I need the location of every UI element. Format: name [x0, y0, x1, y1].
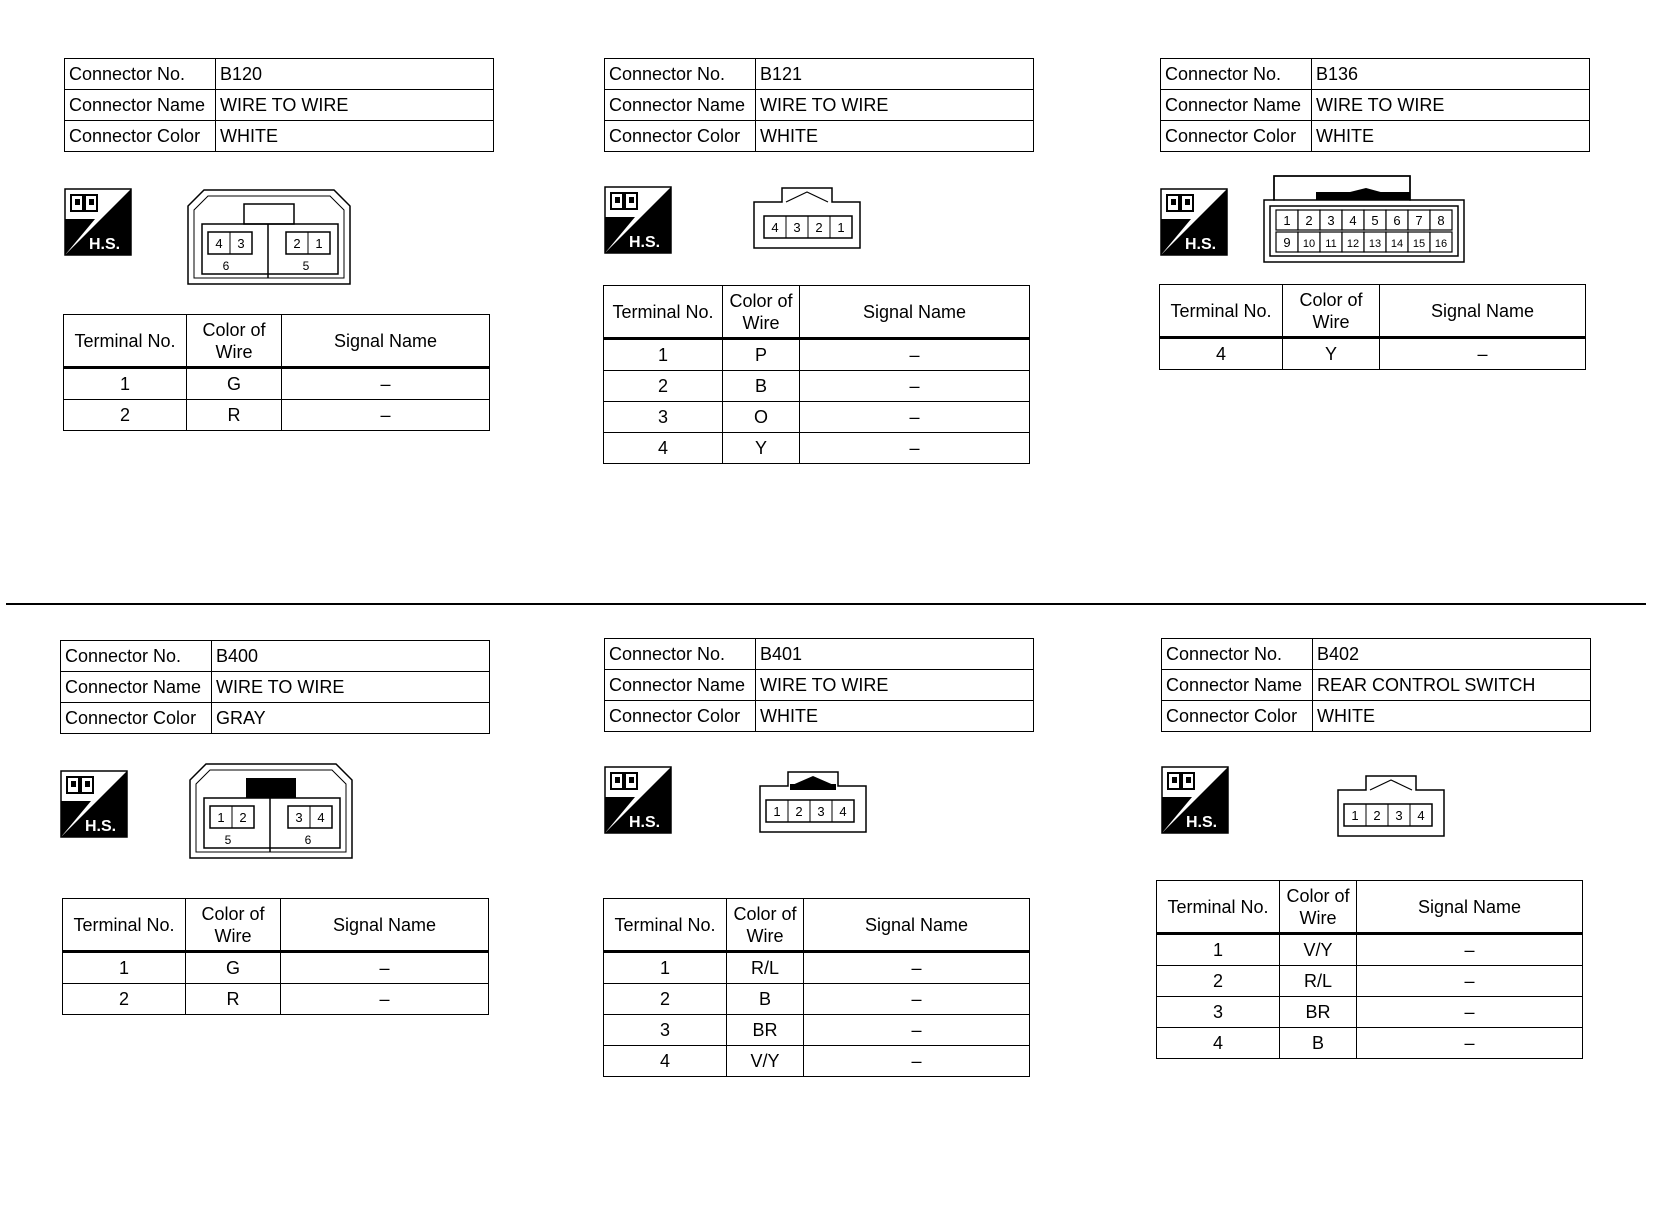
signal-cell: – [804, 1046, 1030, 1077]
connector-name-label: Connector Name [605, 670, 756, 701]
terminal-no-header: Terminal No. [1160, 285, 1283, 338]
wire-cell: B [723, 371, 800, 402]
terminal-no-header: Terminal No. [604, 286, 723, 339]
cavity-label: 3 [237, 236, 245, 251]
signal-name-header: Signal Name [800, 286, 1030, 339]
cavity-label: 14 [1390, 238, 1404, 250]
cavity-label: 5 [1371, 213, 1379, 228]
connector-no-value: B120 [216, 59, 494, 90]
group-label: 6 [222, 259, 230, 273]
connector-color-value: WHITE [756, 701, 1034, 732]
terminal-cell: 1 [63, 952, 186, 984]
terminal-no-header: Terminal No. [1157, 881, 1280, 934]
table-row [604, 339, 1030, 371]
connector-color-value: WHITE [756, 121, 1034, 152]
cavity-label: 2 [1305, 213, 1313, 228]
connector-no-value: B401 [756, 639, 1034, 670]
terminal-cell: 4 [1157, 1028, 1280, 1059]
terminal-cell: 1 [64, 368, 187, 400]
wire-cell: O [723, 402, 800, 433]
table-row [604, 402, 1030, 433]
terminal-cell: 1 [1157, 934, 1280, 966]
connector-color-label: Connector Color [1162, 701, 1313, 732]
wire-cell: V/Y [727, 1046, 804, 1077]
cavity-label: 10 [1302, 238, 1316, 250]
signal-cell: – [1357, 966, 1583, 997]
table-row [64, 368, 490, 400]
connector-b401-info [604, 638, 1034, 732]
table-row [64, 400, 490, 431]
connector-color-label: Connector Color [1161, 121, 1312, 152]
connector-color-value: WHITE [1312, 121, 1590, 152]
connector-name-value: WIRE TO WIRE [756, 670, 1034, 701]
terminal-cell: 2 [604, 371, 723, 402]
cavity-label: 4 [771, 220, 779, 235]
signal-cell: – [281, 984, 489, 1015]
table-row [604, 984, 1030, 1015]
section-divider [6, 603, 1646, 605]
connector-color-label: Connector Color [605, 121, 756, 152]
connector-no-label: Connector No. [65, 59, 216, 90]
signal-cell: – [804, 952, 1030, 984]
terminal-cell: 3 [604, 1015, 727, 1046]
connector-b400-info [60, 640, 490, 734]
signal-cell: – [800, 433, 1030, 464]
connector-name-value: WIRE TO WIRE [1312, 90, 1590, 121]
terminal-cell: 1 [604, 339, 723, 371]
cavity-label: 1 [1351, 808, 1359, 823]
table-row [604, 371, 1030, 402]
connector-b121-face [752, 186, 862, 255]
signal-cell: – [1380, 338, 1586, 370]
signal-cell: – [281, 952, 489, 984]
terminal-cell: 4 [604, 433, 723, 464]
connector-name-label: Connector Name [605, 90, 756, 121]
wire-cell: V/Y [1280, 934, 1357, 966]
hs-label: H.S. [89, 236, 121, 253]
wire-cell: BR [1280, 997, 1357, 1028]
hs-icon [604, 766, 670, 832]
cavity-label: 2 [795, 804, 803, 819]
terminal-cell: 4 [604, 1046, 727, 1077]
color-of-wire-header: Color of Wire [727, 899, 804, 952]
connector-name-label: Connector Name [1162, 670, 1313, 701]
terminal-cell: 3 [1157, 997, 1280, 1028]
terminal-cell: 4 [1160, 338, 1283, 370]
hs-icon [60, 770, 126, 836]
cavity-label: 2 [293, 236, 301, 251]
wire-cell: BR [727, 1015, 804, 1046]
connector-name-value: REAR CONTROL SWITCH [1313, 670, 1591, 701]
signal-name-header: Signal Name [1380, 285, 1586, 338]
wire-cell: R/L [1280, 966, 1357, 997]
connector-b402-terminals [1156, 880, 1583, 1059]
wire-cell: G [187, 368, 282, 400]
connector-b120-info [64, 58, 494, 152]
wire-cell: R [186, 984, 281, 1015]
connector-color-value: WHITE [1313, 701, 1591, 732]
group-label: 5 [302, 259, 310, 273]
connector-color-label: Connector Color [61, 703, 212, 734]
connector-b400-terminals [62, 898, 489, 1015]
connector-no-value: B136 [1312, 59, 1590, 90]
cavity-label: 2 [1373, 808, 1381, 823]
cavity-label: 3 [817, 804, 825, 819]
connector-no-label: Connector No. [605, 59, 756, 90]
terminal-no-header: Terminal No. [604, 899, 727, 952]
connector-no-label: Connector No. [1162, 639, 1313, 670]
cavity-label: 12 [1346, 238, 1360, 250]
color-of-wire-header: Color of Wire [1280, 881, 1357, 934]
table-row [1157, 934, 1583, 966]
hs-icon [64, 188, 130, 254]
terminal-cell: 2 [63, 984, 186, 1015]
cavity-label: 3 [1327, 213, 1335, 228]
cavity-label: 3 [295, 810, 303, 825]
signal-cell: – [804, 1015, 1030, 1046]
cavity-label: 4 [317, 810, 325, 825]
hs-icon [1161, 766, 1227, 832]
table-row [604, 1015, 1030, 1046]
connector-name-label: Connector Name [61, 672, 212, 703]
cavity-label: 1 [837, 220, 845, 235]
cavity-label: 8 [1437, 213, 1445, 228]
connector-b401-face [758, 770, 868, 839]
hs-icon [604, 186, 670, 252]
connector-b120-face [186, 188, 352, 291]
connector-b136-terminals [1159, 284, 1586, 370]
table-row [604, 952, 1030, 984]
connector-no-label: Connector No. [1161, 59, 1312, 90]
connector-color-label: Connector Color [605, 701, 756, 732]
connector-b121-terminals [603, 285, 1030, 464]
color-of-wire-header: Color of Wire [187, 315, 282, 368]
table-row [63, 952, 489, 984]
signal-name-header: Signal Name [282, 315, 490, 368]
wire-cell: R/L [727, 952, 804, 984]
cavity-label: 1 [773, 804, 781, 819]
wire-cell: Y [723, 433, 800, 464]
table-row [1157, 966, 1583, 997]
connector-name-value: WIRE TO WIRE [756, 90, 1034, 121]
cavity-label: 6 [1393, 213, 1401, 228]
group-label: 6 [304, 833, 312, 847]
table-row [1157, 997, 1583, 1028]
terminal-cell: 2 [604, 984, 727, 1015]
wire-cell: P [723, 339, 800, 371]
cavity-label: 7 [1415, 213, 1423, 228]
cavity-label: 3 [1395, 808, 1403, 823]
signal-cell: – [800, 371, 1030, 402]
connector-b121-info [604, 58, 1034, 152]
signal-cell: – [804, 984, 1030, 1015]
hs-label: H.S. [629, 814, 661, 831]
color-of-wire-header: Color of Wire [186, 899, 281, 952]
wire-cell: Y [1283, 338, 1380, 370]
terminal-cell: 3 [604, 402, 723, 433]
cavity-label: 4 [1417, 808, 1425, 823]
table-row [63, 984, 489, 1015]
wire-cell: B [1280, 1028, 1357, 1059]
connector-b136-face [1262, 174, 1466, 269]
connector-name-value: WIRE TO WIRE [212, 672, 490, 703]
hs-icon [1160, 188, 1226, 254]
cavity-label: 1 [1283, 213, 1291, 228]
connector-b400-face [188, 762, 354, 865]
cavity-label: 4 [215, 236, 223, 251]
cavity-label: 9 [1283, 235, 1291, 250]
cavity-label: 2 [815, 220, 823, 235]
signal-cell: – [1357, 934, 1583, 966]
connector-b401-terminals [603, 898, 1030, 1077]
hs-label: H.S. [85, 818, 117, 835]
connector-no-label: Connector No. [61, 641, 212, 672]
cavity-label: 13 [1368, 238, 1382, 250]
hs-label: H.S. [1186, 814, 1218, 831]
connector-color-value: GRAY [212, 703, 490, 734]
terminal-no-header: Terminal No. [64, 315, 187, 368]
cavity-label: 1 [217, 810, 225, 825]
signal-cell: – [1357, 1028, 1583, 1059]
signal-name-header: Signal Name [1357, 881, 1583, 934]
hs-label: H.S. [1185, 236, 1217, 253]
cavity-label: 3 [793, 220, 801, 235]
cavity-label: 15 [1412, 238, 1426, 250]
cavity-label: 2 [239, 810, 247, 825]
color-of-wire-header: Color of Wire [723, 286, 800, 339]
hs-label: H.S. [629, 234, 661, 251]
signal-cell: – [282, 400, 490, 431]
connector-b402-face [1336, 774, 1446, 843]
color-of-wire-header: Color of Wire [1283, 285, 1380, 338]
connector-no-value: B400 [212, 641, 490, 672]
connector-name-value: WIRE TO WIRE [216, 90, 494, 121]
cavity-label: 4 [839, 804, 847, 819]
table-row [1157, 1028, 1583, 1059]
terminal-no-header: Terminal No. [63, 899, 186, 952]
group-label: 5 [224, 833, 232, 847]
connector-no-value: B121 [756, 59, 1034, 90]
table-row [1160, 338, 1586, 370]
wire-cell: G [186, 952, 281, 984]
wire-cell: B [727, 984, 804, 1015]
signal-cell: – [800, 402, 1030, 433]
cavity-label: 1 [315, 236, 323, 251]
terminal-cell: 1 [604, 952, 727, 984]
connector-b120-terminals [63, 314, 490, 431]
connector-b136-info [1160, 58, 1590, 152]
terminal-cell: 2 [1157, 966, 1280, 997]
table-row [604, 1046, 1030, 1077]
connector-name-label: Connector Name [65, 90, 216, 121]
cavity-label: 4 [1349, 213, 1357, 228]
connector-b402-info [1161, 638, 1591, 732]
terminal-cell: 2 [64, 400, 187, 431]
cavity-label: 11 [1325, 238, 1337, 250]
connector-color-value: WHITE [216, 121, 494, 152]
connector-no-value: B402 [1313, 639, 1591, 670]
table-row [604, 433, 1030, 464]
cavity-label: 16 [1434, 238, 1448, 250]
signal-cell: – [282, 368, 490, 400]
signal-name-header: Signal Name [281, 899, 489, 952]
signal-cell: – [1357, 997, 1583, 1028]
connector-color-label: Connector Color [65, 121, 216, 152]
wire-cell: R [187, 400, 282, 431]
connector-name-label: Connector Name [1161, 90, 1312, 121]
signal-cell: – [800, 339, 1030, 371]
connector-no-label: Connector No. [605, 639, 756, 670]
signal-name-header: Signal Name [804, 899, 1030, 952]
